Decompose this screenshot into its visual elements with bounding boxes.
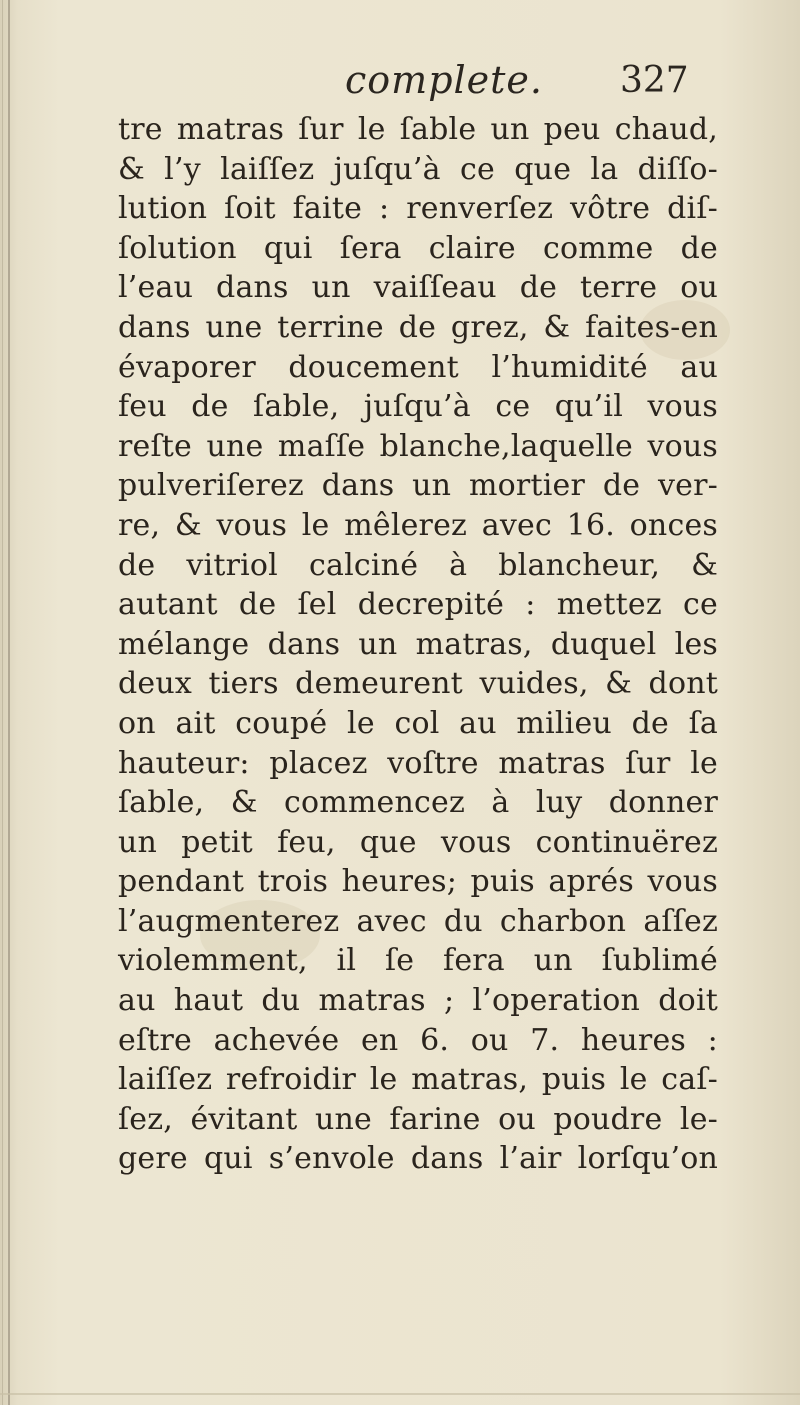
text-line: deux tiers demeurent vuides, & dont bbox=[118, 666, 718, 702]
page-bottom-edge bbox=[0, 1393, 800, 1395]
text-line: l’augmenterez avec du charbon aſſez bbox=[118, 903, 718, 939]
text-line: eſtre achevée en 6. ou 7. heures : bbox=[118, 1022, 718, 1058]
text-line: au haut du matras ; l’operation doit bbox=[118, 983, 718, 1019]
text-line: l’eau dans un vaiſſeau de terre ou bbox=[118, 270, 718, 306]
text-line: laiſſez refroidir le matras, puis le caſ- bbox=[118, 1062, 718, 1098]
text-line: évaporer doucement l’humidité au bbox=[118, 349, 718, 385]
text-line: gere qui s’envole dans l’air lorſqu’on bbox=[118, 1141, 718, 1177]
text-line: autant de ſel decrepité : mettez ce bbox=[118, 587, 718, 623]
page-edge-line bbox=[2, 0, 3, 1405]
text-line: dans une terrine de grez, & faites-en bbox=[118, 309, 718, 345]
text-line: violemment, il ſe fera un ſublimé bbox=[118, 943, 718, 979]
text-line: un petit feu, que vous continuërez bbox=[118, 824, 718, 860]
page-header bbox=[120, 58, 720, 106]
body-text bbox=[118, 110, 718, 1179]
text-line: lution ſoit faite : renverſez vôtre diſ- bbox=[118, 191, 718, 227]
text-line: ſez, évitant une farine ou poudre le- bbox=[118, 1101, 718, 1137]
text-line: re, & vous le mêlerez avec 16. onces bbox=[118, 507, 718, 543]
text-line: de vitriol calciné à blancheur, & bbox=[118, 547, 718, 583]
text-line: reſte une maſſe blanche,laquelle vous bbox=[118, 428, 718, 464]
text-line: mélange dans un matras, duquel les bbox=[118, 626, 718, 662]
text-line: on ait coupé le col au milieu de ſa bbox=[118, 705, 718, 741]
text-line: hauteur: placez voſtre matras ſur le bbox=[118, 745, 718, 781]
page-number: 327 bbox=[620, 60, 689, 101]
text-line: & l’y laiſſez juſqu’à ce que la diſſo- bbox=[118, 151, 718, 187]
text-line: ſable, & commencez à luy donner bbox=[118, 785, 718, 821]
text-line: pulveriſerez dans un mortier de ver- bbox=[118, 468, 718, 504]
binding-gutter-line bbox=[8, 0, 10, 1405]
text-line: tre matras ſur le ſable un peu chaud, bbox=[118, 112, 718, 147]
text-line: feu de ſable, juſqu’à ce qu’il vous bbox=[118, 389, 718, 425]
running-head: complete. bbox=[345, 58, 543, 102]
text-line: ſolution qui ſera claire comme de bbox=[118, 230, 718, 266]
text-line: pendant trois heures; puis aprés vous bbox=[118, 864, 718, 900]
